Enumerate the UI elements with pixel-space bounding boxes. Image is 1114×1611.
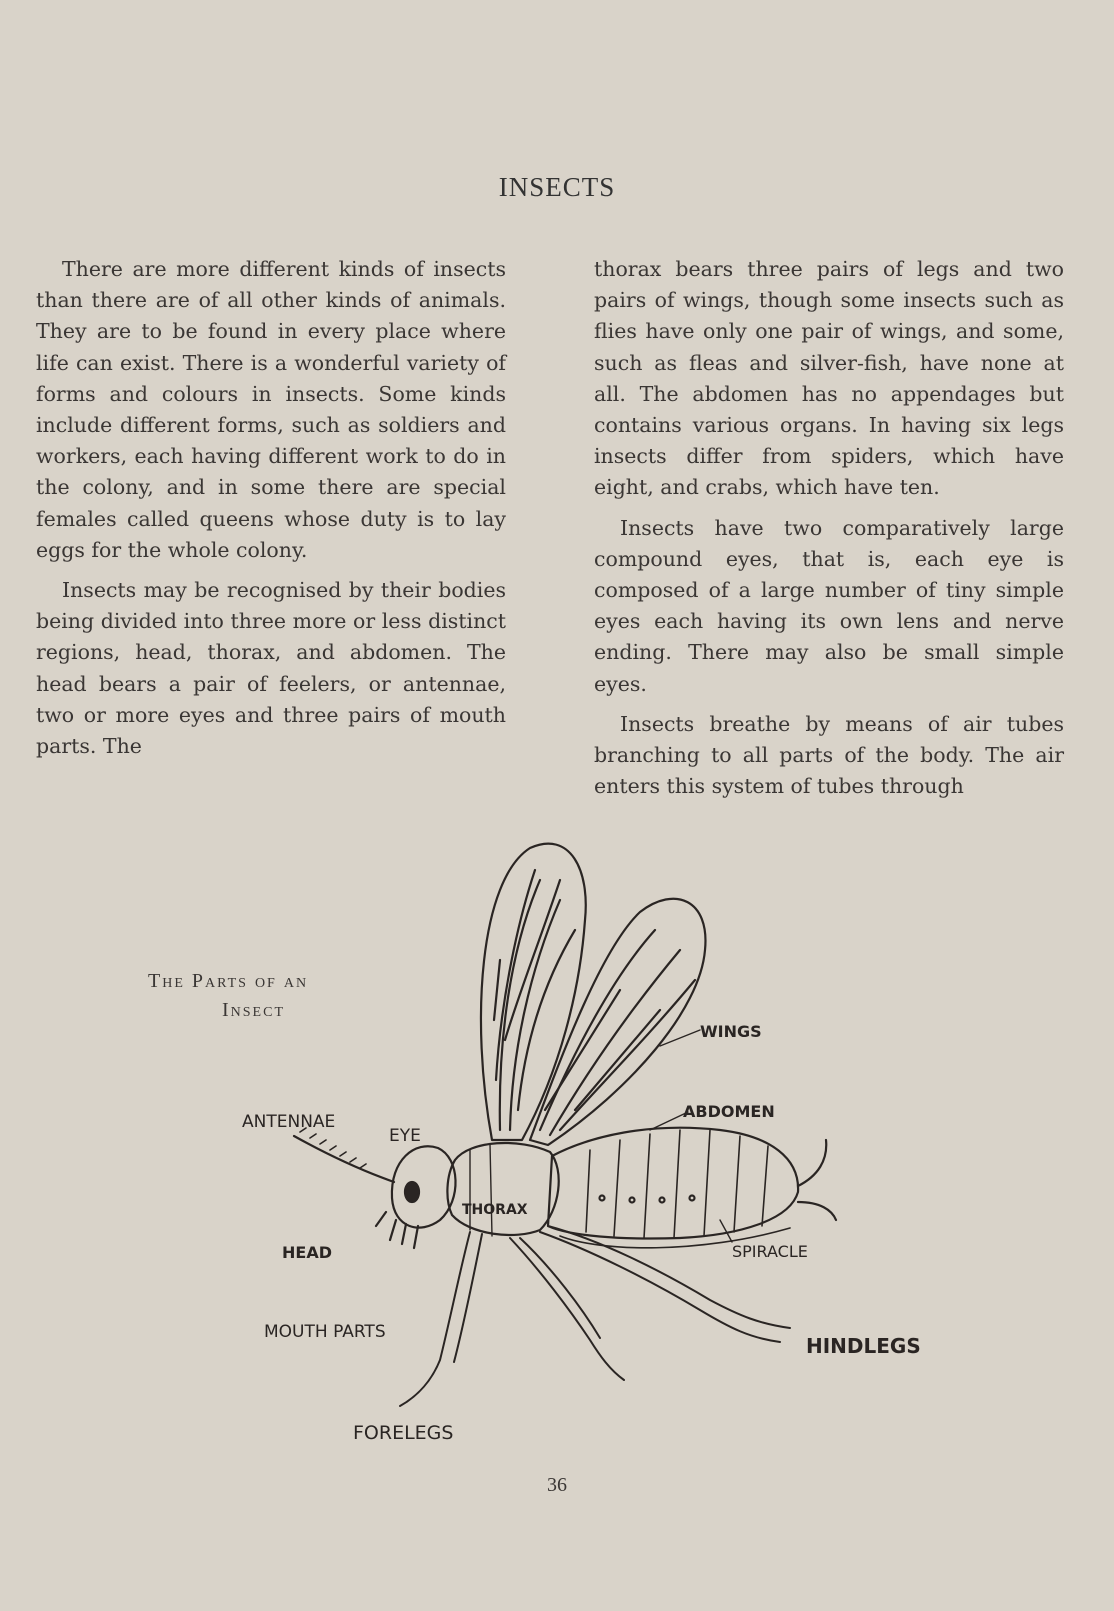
insect-illustration [0, 840, 1114, 1480]
label-antennae: ANTENNAE [242, 1112, 336, 1132]
figure-caption-line1: The Parts of an [148, 970, 309, 992]
antenna [294, 1136, 394, 1182]
label-hindlegs: HINDLEGS [806, 1334, 921, 1358]
figure-caption-line2: Insect [222, 999, 285, 1021]
text-column-right [594, 254, 1064, 811]
paragraph: thorax bears three pairs of legs and two pairs of wings, though some insects such as flies have only one pair of wings, and some, such as fleas and silver-fish, have none at all. The abdomen has no appendages but contains various organs. In having six legs insects differ from spiders, which have eight, and crabs, which have ten. [594, 257, 1064, 500]
label-thorax: THORAX [462, 1202, 528, 1218]
label-abdomen: ABDOMEN [683, 1102, 775, 1121]
wing-back [481, 844, 586, 1140]
text-column-left [36, 254, 506, 771]
insect-abdomen [548, 1128, 836, 1248]
label-spiracle: SPIRACLE [732, 1242, 808, 1261]
insect-thorax [447, 1143, 558, 1236]
paragraph: Insects breathe by means of air tubes branching to all parts of the body. The air enters this system of tubes through [594, 711, 1064, 799]
paragraph: There are more different kinds of insects than there are of all other kinds of animals. They are to be found in every place where life can exist. There is a wonderful variety of forms and colours in insects. Some kinds include different forms, such as soldiers and workers, each having different work to do in the colony, and in some there are special females called queens whose duty is to lay eggs for the whole colony. [36, 257, 506, 562]
leader-lines [650, 1030, 732, 1242]
page-number: 36 [547, 1474, 567, 1496]
wing-front [530, 899, 705, 1145]
insect-diagram [0, 840, 1114, 1480]
insect-head [376, 1146, 456, 1248]
paragraph: Insects may be recognised by their bodies being divided into three more or less distinct regions, head, thorax, and abdomen. The head bears a pair of feelers, or antennae, two or more eyes and three pairs of mouth parts. The [36, 578, 506, 759]
label-head: HEAD [282, 1243, 332, 1262]
label-mouth-parts: MOUTH PARTS [264, 1322, 386, 1342]
label-eye: EYE [389, 1126, 421, 1146]
page-title: INSECTS [498, 172, 616, 202]
paragraph: Insects have two comparatively large compound eyes, that is, each eye is composed of a large number of tiny simple eyes each having its own lens and nerve ending. There may also be small simple eyes. [594, 515, 1064, 696]
label-wings: WINGS [700, 1022, 762, 1041]
label-forelegs: FORELEGS [353, 1422, 454, 1444]
